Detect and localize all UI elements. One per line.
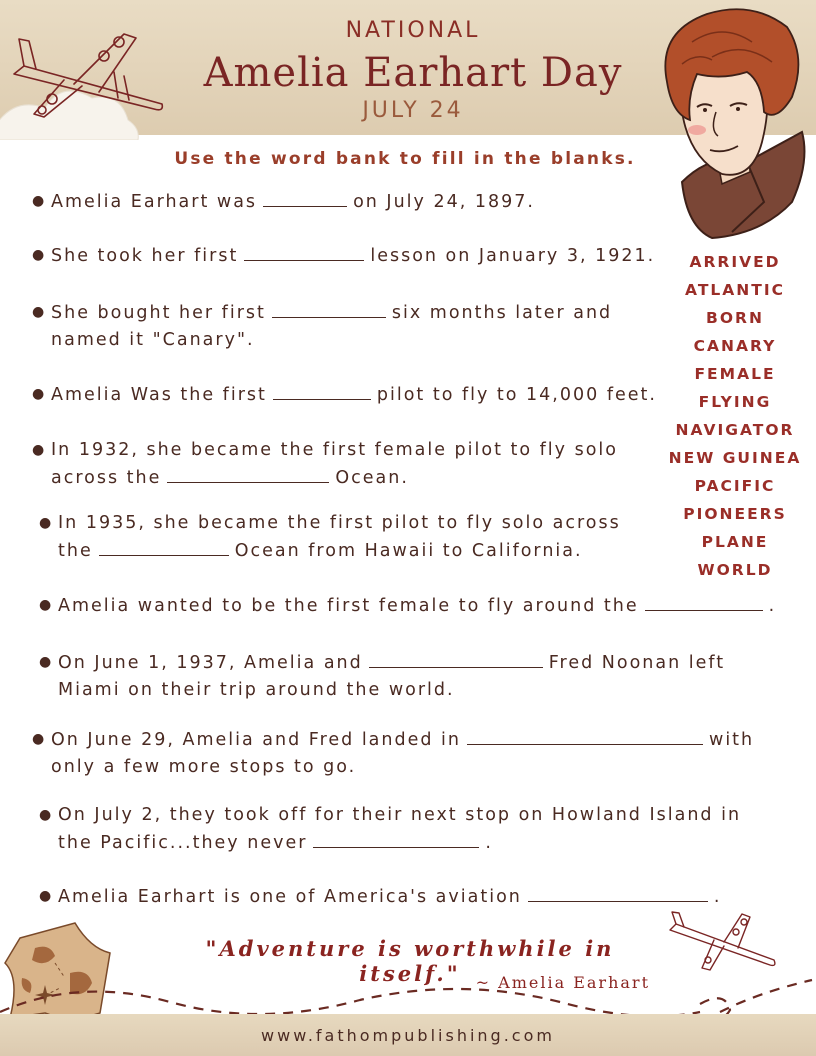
word-bank-item: FLYING	[698, 393, 772, 411]
question-10	[39, 802, 742, 857]
question-9	[32, 726, 755, 781]
question-text: Ocean.	[335, 468, 409, 488]
question-text: Amelia Earhart was	[51, 192, 258, 212]
word-bank	[668, 248, 802, 584]
word-bank-item: ATLANTIC	[685, 281, 785, 299]
bullet-icon: ●	[39, 515, 54, 531]
answer-blank[interactable]	[167, 464, 329, 483]
question-text: the Pacific...they never	[58, 833, 308, 853]
question-text: On June 1, 1937, Amelia and	[58, 653, 363, 673]
question-text: Amelia wanted to be the first female to fly around the	[58, 596, 639, 616]
answer-blank[interactable]	[467, 726, 703, 745]
question-text: She took her first	[51, 246, 239, 266]
word-bank-item: ARRIVED	[689, 253, 781, 271]
question-3	[32, 299, 613, 354]
answer-blank[interactable]	[273, 381, 371, 400]
question-text: six months later and	[391, 303, 613, 323]
question-text: Miami on their trip around the world.	[58, 680, 455, 700]
question-8	[39, 649, 726, 704]
airplane-icon	[664, 910, 780, 974]
quote-text: "Adventure is worthwhile in itself."	[205, 936, 615, 986]
question-text: named it "Canary".	[51, 330, 255, 350]
word-bank-item: CANARY	[693, 337, 777, 355]
airplane-icon	[4, 14, 174, 124]
bullet-icon: ●	[32, 247, 47, 263]
question-4	[32, 381, 657, 409]
question-11	[39, 883, 722, 911]
question-text: with	[709, 730, 755, 750]
bullet-icon: ●	[39, 597, 54, 613]
instructions: Use the word bank to fill in the blanks.	[174, 149, 636, 169]
question-text: Amelia Earhart is one of America's aviation	[58, 887, 522, 907]
answer-blank[interactable]	[263, 188, 347, 207]
word-bank-item: PACIFIC	[694, 477, 776, 495]
bullet-icon: ●	[32, 304, 47, 320]
word-bank-item: PLANE	[701, 533, 769, 551]
question-1	[32, 188, 535, 216]
question-text: across the	[51, 468, 162, 488]
question-text: In 1932, she became the first female pilot to fly solo	[51, 440, 618, 460]
word-bank-item: WORLD	[697, 561, 773, 579]
answer-blank[interactable]	[99, 537, 229, 556]
question-text: On June 29, Amelia and Fred landed in	[51, 730, 461, 750]
header-national: NATIONAL	[345, 18, 481, 43]
question-text: Ocean from Hawaii to California.	[234, 541, 583, 561]
word-bank-item: NEW GUINEA	[668, 449, 802, 467]
question-2	[32, 242, 656, 270]
word-bank-item: NAVIGATOR	[675, 421, 795, 439]
bullet-icon: ●	[39, 807, 54, 823]
question-text: pilot to fly to 14,000 feet.	[376, 385, 657, 405]
quote-author: ~ Amelia Earhart	[475, 973, 650, 992]
question-text: Fred Noonan left	[548, 653, 726, 673]
header-date: JULY 24	[362, 98, 464, 123]
bullet-icon: ●	[32, 193, 47, 209]
question-5	[32, 437, 618, 492]
question-text: In 1935, she became the first pilot to fly solo across	[58, 513, 621, 533]
question-6	[39, 510, 621, 565]
bullet-icon: ●	[39, 888, 54, 904]
question-text: On July 2, they took off for their next stop on Howland Island in	[58, 805, 742, 825]
answer-blank[interactable]	[645, 592, 763, 611]
answer-blank[interactable]	[244, 242, 364, 261]
bullet-icon: ●	[32, 731, 47, 747]
question-text: lesson on January 3, 1921.	[370, 246, 656, 266]
website-link[interactable]: www.fathompublishing.com	[261, 1026, 555, 1045]
bullet-icon: ●	[32, 442, 47, 458]
answer-blank[interactable]	[313, 829, 479, 848]
bullet-icon: ●	[39, 654, 54, 670]
portrait-illustration	[652, 2, 812, 240]
word-bank-item: PIONEERS	[683, 505, 787, 523]
bullet-icon: ●	[32, 386, 47, 402]
word-bank-item: FEMALE	[694, 365, 776, 383]
question-text: .	[713, 887, 722, 907]
answer-blank[interactable]	[369, 649, 543, 668]
answer-blank[interactable]	[272, 299, 386, 318]
question-text: the	[58, 541, 93, 561]
page-title: Amelia Earhart Day	[203, 50, 623, 96]
question-text: Amelia Was the first	[51, 385, 267, 405]
answer-blank[interactable]	[528, 883, 708, 902]
question-text: .	[485, 833, 493, 853]
question-text: on July 24, 1897.	[353, 192, 535, 212]
question-text: .	[768, 596, 777, 616]
word-bank-item: BORN	[706, 309, 764, 327]
question-7	[39, 592, 777, 620]
question-text: She bought her first	[51, 303, 266, 323]
question-text: only a few more stops to go.	[51, 757, 357, 777]
